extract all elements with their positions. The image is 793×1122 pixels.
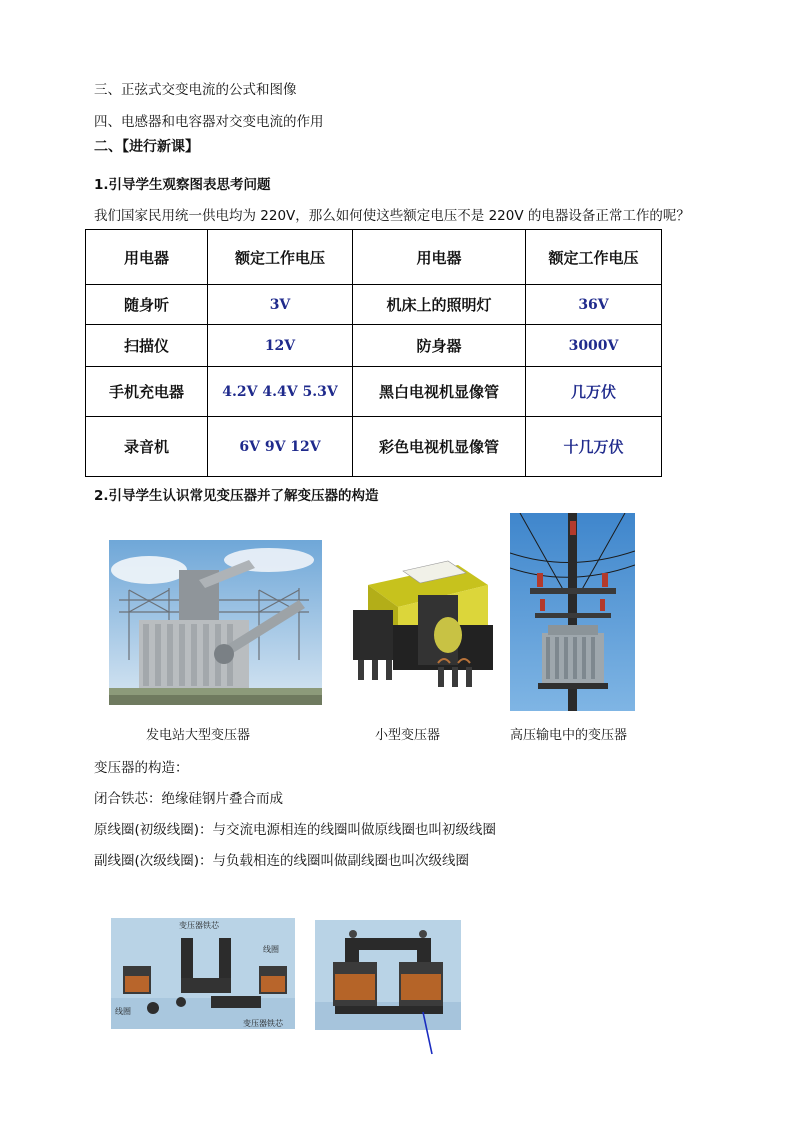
voltage-table (85, 229, 662, 477)
table-header-cell: 额定工作电压 (526, 230, 662, 285)
table-row (86, 417, 662, 477)
appliance-cell: 录音机 (86, 417, 208, 477)
structure-secondary-coil: 副线圈(次级线圈)：与负载相连的线圈叫做副线圈也叫次级线圈 (94, 853, 470, 869)
voltage-cell: 12V (208, 325, 353, 367)
pole-transformer-photo (510, 513, 635, 711)
appliance-cell: 随身听 (86, 285, 208, 325)
structure-core: 闭合铁芯：绝缘硅钢片叠合而成 (94, 791, 283, 807)
label-core-top: 变压器铁芯 (179, 921, 219, 930)
voltage-cell: 36V (526, 285, 662, 325)
step1-heading: 1.引导学生观察图表思考问题 (94, 177, 271, 193)
disassembled-transformer-photo (111, 918, 295, 1029)
outline-item-4: 四、电感器和电容器对交变电流的作用 (94, 114, 324, 130)
appliance-cell: 机床上的照明灯 (353, 285, 526, 325)
voltage-cell: 几万伏 (526, 367, 662, 417)
label-core-bottom: 变压器铁芯 (243, 1019, 283, 1028)
label-coil-right: 线圈 (263, 945, 279, 954)
appliance-cell: 扫描仪 (86, 325, 208, 367)
outline-item-3: 三、正弦式交变电流的公式和图像 (94, 82, 297, 98)
voltage-cell: 6V 9V 12V (208, 417, 353, 477)
structure-primary-coil: 原线圈(初级线圈)：与交流电源相连的线圈叫做原线圈也叫初级线圈 (94, 822, 497, 838)
step1-question: 我们国家民用统一供电均为 220V，那么如何使这些额定电压不是 220V 的电器设备正常工作的呢？ (94, 208, 690, 224)
small-transformer-photo (348, 555, 493, 700)
table-row (86, 367, 662, 417)
label-coil-left: 线圈 (115, 1007, 131, 1016)
appliance-cell: 防身器 (353, 325, 526, 367)
table-header-cell: 用电器 (86, 230, 208, 285)
table-header-cell: 额定工作电压 (208, 230, 353, 285)
power-station-transformer-photo (109, 540, 322, 705)
step2-heading: 2.引导学生认识常见变压器并了解变压器的构造 (94, 488, 379, 504)
table-header-row (86, 230, 662, 285)
table-row (86, 325, 662, 367)
table-row (86, 285, 662, 325)
caption-small-transformer: 小型变压器 (375, 728, 441, 743)
pointer-line (420, 1010, 440, 1058)
voltage-cell: 3000V (526, 325, 662, 367)
voltage-cell: 3V (208, 285, 353, 325)
caption-power-station-transformer: 发电站大型变压器 (146, 728, 251, 743)
table-header-cell: 用电器 (353, 230, 526, 285)
appliance-cell: 手机充电器 (86, 367, 208, 417)
section-heading: 二、【进行新课】 (94, 139, 199, 155)
voltage-cell: 4.2V 4.4V 5.3V (208, 367, 353, 417)
appliance-cell: 彩色电视机显像管 (353, 417, 526, 477)
voltage-cell: 十几万伏 (526, 417, 662, 477)
structure-title: 变压器的构造： (94, 760, 189, 776)
appliance-cell: 黑白电视机显像管 (353, 367, 526, 417)
caption-pole-transformer: 高压输电中的变压器 (510, 728, 628, 743)
